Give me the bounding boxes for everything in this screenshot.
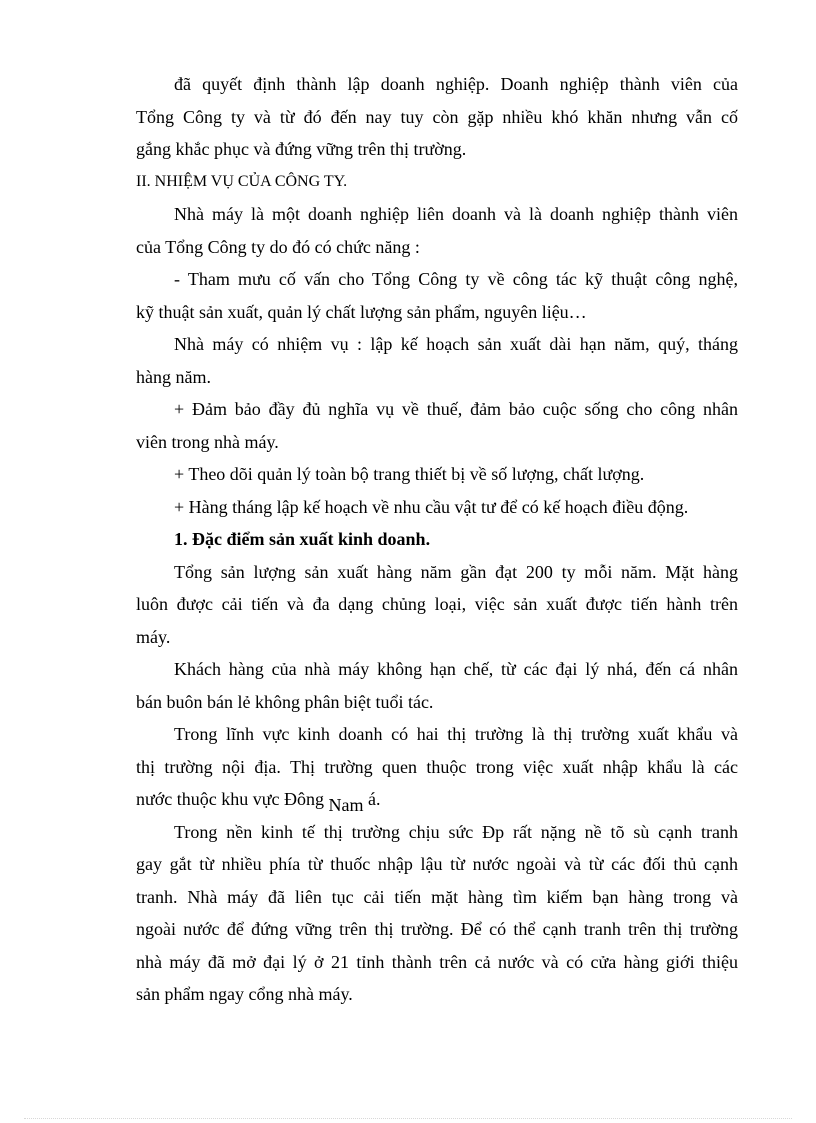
- duty-line-2: viên trong nhà máy.: [136, 431, 279, 452]
- monitor-line: + Theo dõi quản lý toàn bộ trang thiết bị về số lượng, chất lượng.: [174, 464, 645, 484]
- advise-line-1: - Tham mưu cố vấn cho Tổng Công ty về công tác kỹ thuật công nghệ,: [174, 269, 738, 289]
- task-line-2: hàng năm.: [136, 366, 211, 387]
- output-line-2: luôn được cải tiến và đa dạng chủng loại, việc sản xuất được tiến hành trên: [136, 594, 738, 614]
- competition-line-1: Trong nền kinh tế thị trường chịu sức Đp rất nặng nề tõ sù cạnh tranh: [174, 821, 738, 842]
- intro-line-2: Tổng Công ty và từ đó đến nay tuy còn gặp nhiều khó khăn nhưng vẫn cố: [136, 106, 738, 127]
- customers-line-2: bán buôn bán lẻ không phân biệt tuổi tác.: [136, 691, 434, 712]
- function-line-1: Nhà máy là một doanh nghiệp liên doanh và là doanh nghiệp thành viên: [174, 204, 738, 224]
- competition-line-5: nhà máy đã mở đại lý ở 21 tỉnh thành trên cả nước và có cửa hàng giới thiệu: [136, 951, 738, 972]
- intro-line-1: đã quyết định thành lập doanh nghiệp. Doanh nghiệp thành viên của: [174, 74, 738, 94]
- duty-line-1: + Đảm bảo đầy đủ nghĩa vụ về thuế, đảm bảo cuộc sống cho công nhân: [174, 399, 738, 419]
- markets-line-3-start: nước thuộc khu vực Đông: [136, 789, 324, 809]
- markets-line-2: thị trường nội địa. Thị trường quen thuộc trong việc xuất nhập khẩu là các: [136, 756, 738, 777]
- document-body: [136, 68, 738, 1011]
- competition-line-6: sản phẩm ngay cổng nhà máy.: [136, 984, 353, 1004]
- intro-line-3: gắng khắc phục và đứng vững trên thị trường.: [136, 139, 467, 159]
- markets-line-3-subscript: Nam: [328, 795, 364, 815]
- markets-line-3-end: á.: [368, 789, 381, 809]
- competition-line-2: gay gắt từ nhiều phía từ thuốc nhập lậu từ nước ngoài và từ các đối thủ cạnh: [136, 854, 738, 874]
- output-line-3: máy.: [136, 626, 171, 647]
- advise-line-2: kỹ thuật sản xuất, quản lý chất lượng sản phẩm, nguyên liệu…: [136, 301, 587, 322]
- task-line-1: Nhà máy có nhiệm vụ : lập kế hoạch sản xuất dài hạn năm, quý, tháng: [174, 334, 738, 354]
- markets-line-3: [136, 783, 738, 816]
- competition-line-4: ngoài nước để đứng vững trên thị trường. Để có thể cạnh tranh trên thị trường: [136, 919, 738, 939]
- output-line-1: Tổng sản lượng sản xuất hàng năm gần đạt 200 ty mỗi năm. Mặt hàng: [174, 561, 738, 582]
- customers-line-1: Khách hàng của nhà máy không hạn chế, từ các đại lý nhá, đến cá nhân: [174, 659, 738, 679]
- competition-line-3: tranh. Nhà máy đã liên tục cải tiến mặt hàng tìm kiếm bạn hàng trong và: [136, 886, 738, 907]
- section-2-heading: II. NHIỆM VỤ CỦA CÔNG TY.: [136, 172, 348, 190]
- page-bottom-divider: [24, 1118, 792, 1119]
- function-line-2: của Tổng Công ty do đó có chức năng :: [136, 236, 420, 257]
- section-1-heading: 1. Đặc điểm sản xuất kinh doanh.: [174, 529, 431, 549]
- markets-line-1: Trong lĩnh vực kinh doanh có hai thị trường là thị trường xuất khẩu và: [174, 724, 738, 744]
- plan-line: + Hàng tháng lập kế hoạch về nhu cầu vật tư để có kế hoạch điều động.: [174, 496, 689, 517]
